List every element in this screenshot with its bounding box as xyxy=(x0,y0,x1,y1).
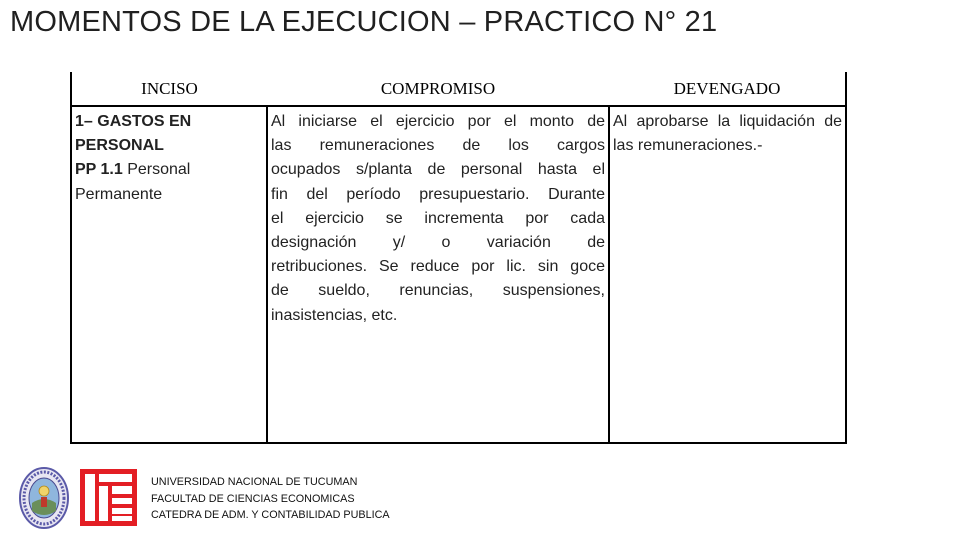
header-devengado: DEVENGADO xyxy=(609,72,846,106)
compromiso-line: ocupados s/planta de personal hasta el xyxy=(271,161,605,179)
slide-title: MOMENTOS DE LA EJECUCION – PRACTICO N° 21 xyxy=(10,6,718,38)
compromiso-line: Al iniciarse el ejercicio por el monto de xyxy=(271,113,605,130)
compromiso-line: las remuneraciones de los cargos xyxy=(271,137,605,155)
cell-inciso xyxy=(71,106,267,443)
inciso-line-1: 1– GASTOS EN xyxy=(75,113,192,130)
moments-table xyxy=(70,72,847,444)
compromiso-line: designación y/ o variación de xyxy=(271,234,605,252)
inciso-pp-code: PP 1.1 xyxy=(75,161,123,179)
execution-table xyxy=(70,72,847,444)
inciso-line-4: Permanente xyxy=(75,185,163,203)
header-inciso: INCISO xyxy=(71,72,267,106)
footer-line-university: UNIVERSIDAD NACIONAL DE TUCUMAN xyxy=(151,476,358,488)
compromiso-line: retribuciones. Se reduce por lic. sin goce xyxy=(271,258,605,276)
table-row xyxy=(71,106,846,443)
fce-logo-graphic xyxy=(80,469,137,526)
inciso-line-3 xyxy=(75,158,263,182)
compromiso-line: de sueldo, renuncias, suspensiones, xyxy=(271,282,605,300)
inciso-pp-rest: Personal xyxy=(122,161,191,179)
cell-devengado xyxy=(609,106,846,443)
compromiso-line: inasistencias, etc. xyxy=(271,306,398,324)
compromiso-line: el ejercicio se incrementa por cada xyxy=(271,209,605,227)
devengado-line: Al aprobarse la liquidación de xyxy=(613,113,842,130)
devengado-line: las remuneraciones.- xyxy=(613,137,763,155)
inciso-text xyxy=(75,110,263,207)
inciso-line-2: PERSONAL xyxy=(75,137,164,155)
footer-line-faculty: FACULTAD DE CIENCIAS ECONOMICAS xyxy=(151,492,355,505)
header-compromiso: COMPROMISO xyxy=(267,72,609,106)
footer-institution xyxy=(151,474,390,524)
table-header-row xyxy=(71,72,846,106)
university-seal-icon xyxy=(19,467,69,529)
compromiso-line: fin del período presupuestario. Durante xyxy=(271,185,605,203)
university-seal-graphic xyxy=(19,467,69,529)
footer-line-chair: CATEDRA DE ADM. Y CONTABILIDAD PUBLICA xyxy=(151,509,390,522)
fce-logo-icon xyxy=(80,469,137,526)
cell-compromiso xyxy=(267,106,609,443)
